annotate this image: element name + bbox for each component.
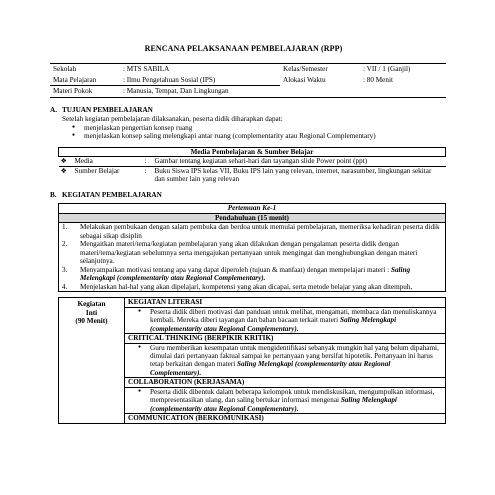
list-item: 1. Melakukan pembukaan dengan salam pembuka dan berdoa untuk memulai pembelajaran, memeriksa kehadiran peserta didik sebagai sikap disiplin [62, 223, 440, 240]
pertemuan-label: Pertemuan Ke-1 [59, 204, 446, 213]
media-value: Gambar tentang kegiatan sehari-hari dan tayangan slide Power point (ppt) [153, 157, 446, 166]
sumber-colon: : [144, 166, 147, 175]
section-a-number: A. [50, 105, 57, 114]
sekolah-value: : MTS SABILA [120, 64, 280, 75]
document-title: RENCANA PELAKSANAAN PEMBELAJARAN (RPP) [144, 44, 343, 53]
communication-title: COMMUNICATION (BERKOMUNIKASI) [125, 414, 446, 423]
diamond-bullet-icon: ❖ [59, 157, 73, 166]
critical-text: ● Guru memberikan kesempatan untuk mengidentifikasi sebanyak mungkin hal yang belum dipahami, dimulai dari pertanyaan faktual sampai ke pertanyaan yang bersifat hipotetik. Pertanyaan ini harus tetap berkaitan dengan materi Saling Melengkapi (complementarity atau Regional Complementary). [138, 344, 442, 378]
alokasi-value: : 80 Menit [363, 75, 393, 84]
pendahuluan-steps [62, 223, 442, 291]
section-a-intro: Setelah kegiatan pembelajaran dilaksanakan, peserta didik diharapkan dapat: [62, 115, 283, 124]
critical-title: CRITICAL THINKING (BERPIKIR KRITIK) [125, 334, 446, 343]
list-item: 3. Menyampaikan motivasi tentang apa yang dapat diperoleh (tujuan & manfaat) dengan mempelajari materi : Saling Melengkapi (complementarity atau Regional Complementary). [62, 265, 411, 283]
section-b-number: B. [50, 190, 57, 199]
media-header: Media Pembelajaran & Sumber Belajar [59, 147, 446, 156]
list-item: 2. Mengaitkan materi/tema/kegiatan pembelajaran yang akan dilakukan dengan pengalaman peserta didik dengan materi/tema/kegiatan sebelumnya serta mengajukan pertanyaan untuk mengingat dan menghubungkan dengan materi selanjutnya. [62, 240, 418, 266]
pendahuluan-header: Pendahuluan (15 menit) [59, 213, 446, 222]
media-label: Media [73, 157, 143, 166]
mapel-label: Mata Pelajaran [53, 75, 97, 84]
section-b-heading [42, 191, 445, 199]
alokasi-label: Alokasi Waktu [283, 75, 326, 84]
list-item: 4. Menjelaskan hal-hal yang akan dipelajari, kompetensi yang akan dicapai, serta metode belajar yang akan ditempuh, [62, 282, 413, 291]
section-a-heading [42, 106, 445, 114]
materi-value: : Manusia, Tempat, Dan Lingkungan [120, 86, 280, 97]
kelas-label: Kelas/Semester [280, 64, 360, 75]
media-colon: : [143, 157, 153, 166]
list-item: ● menjelaskan konsep saling melengkapi antar ruang (complementarity atau Regional Complementary) [72, 132, 445, 140]
kelas-value: : VII / 1 (Ganjil) [360, 64, 446, 75]
sekolah-label: Sekolah [50, 64, 120, 75]
collaboration-title: COLLABORATION (KERJASAMA) [125, 378, 446, 387]
media-table [58, 147, 446, 184]
sumber-label: Sumber Belajar [74, 166, 120, 175]
identity-table [50, 63, 446, 97]
list-item: ● menjelaskan pengertian konsep ruang [72, 124, 445, 132]
mapel-value: : Ilmu Pengetahuan Sosial (IPS) [123, 75, 216, 84]
section-b-title: KEGIATAN PEMBELAJARAN [62, 190, 162, 199]
diamond-bullet-icon: ❖ [60, 166, 67, 175]
tujuan-list [72, 124, 445, 141]
literasi-title: KEGIATAN LITERASI [125, 298, 446, 307]
kegiatan-inti-label: Kegiatan Inti (90 Menit) [59, 298, 125, 424]
collaboration-text: ● Peserta didik dibentuk dalam beberapa kelompok untuk mendiskusikan, mengumpulkan informasi, mempresentasikan ulang, dan saling bertukar informasi mengenai Saling Melengkapi (complementarity atau Regional Complementary). [138, 388, 442, 413]
kegiatan-table [58, 203, 446, 292]
materi-label: Materi Pokok [50, 86, 120, 97]
sumber-value: Buku Siswa IPS kelas VII, Buku IPS lain yang relevan, internet, narasumber, lingkungan sekitar dan sumber lain yang relevan [154, 166, 432, 184]
kegiatan-inti-table [58, 297, 446, 424]
literasi-text: ● Peserta didik diberi motivasi dan panduan untuk melihat, mengamati, membaca dan menuliskannya kembali. Mereka diberi tayangan dan bahan bacaan terkait materi Saling Melengkapi (complementarity atau Regional Complementary). [138, 308, 442, 333]
section-a-title: TUJUAN PEMBELAJARAN [62, 105, 153, 114]
